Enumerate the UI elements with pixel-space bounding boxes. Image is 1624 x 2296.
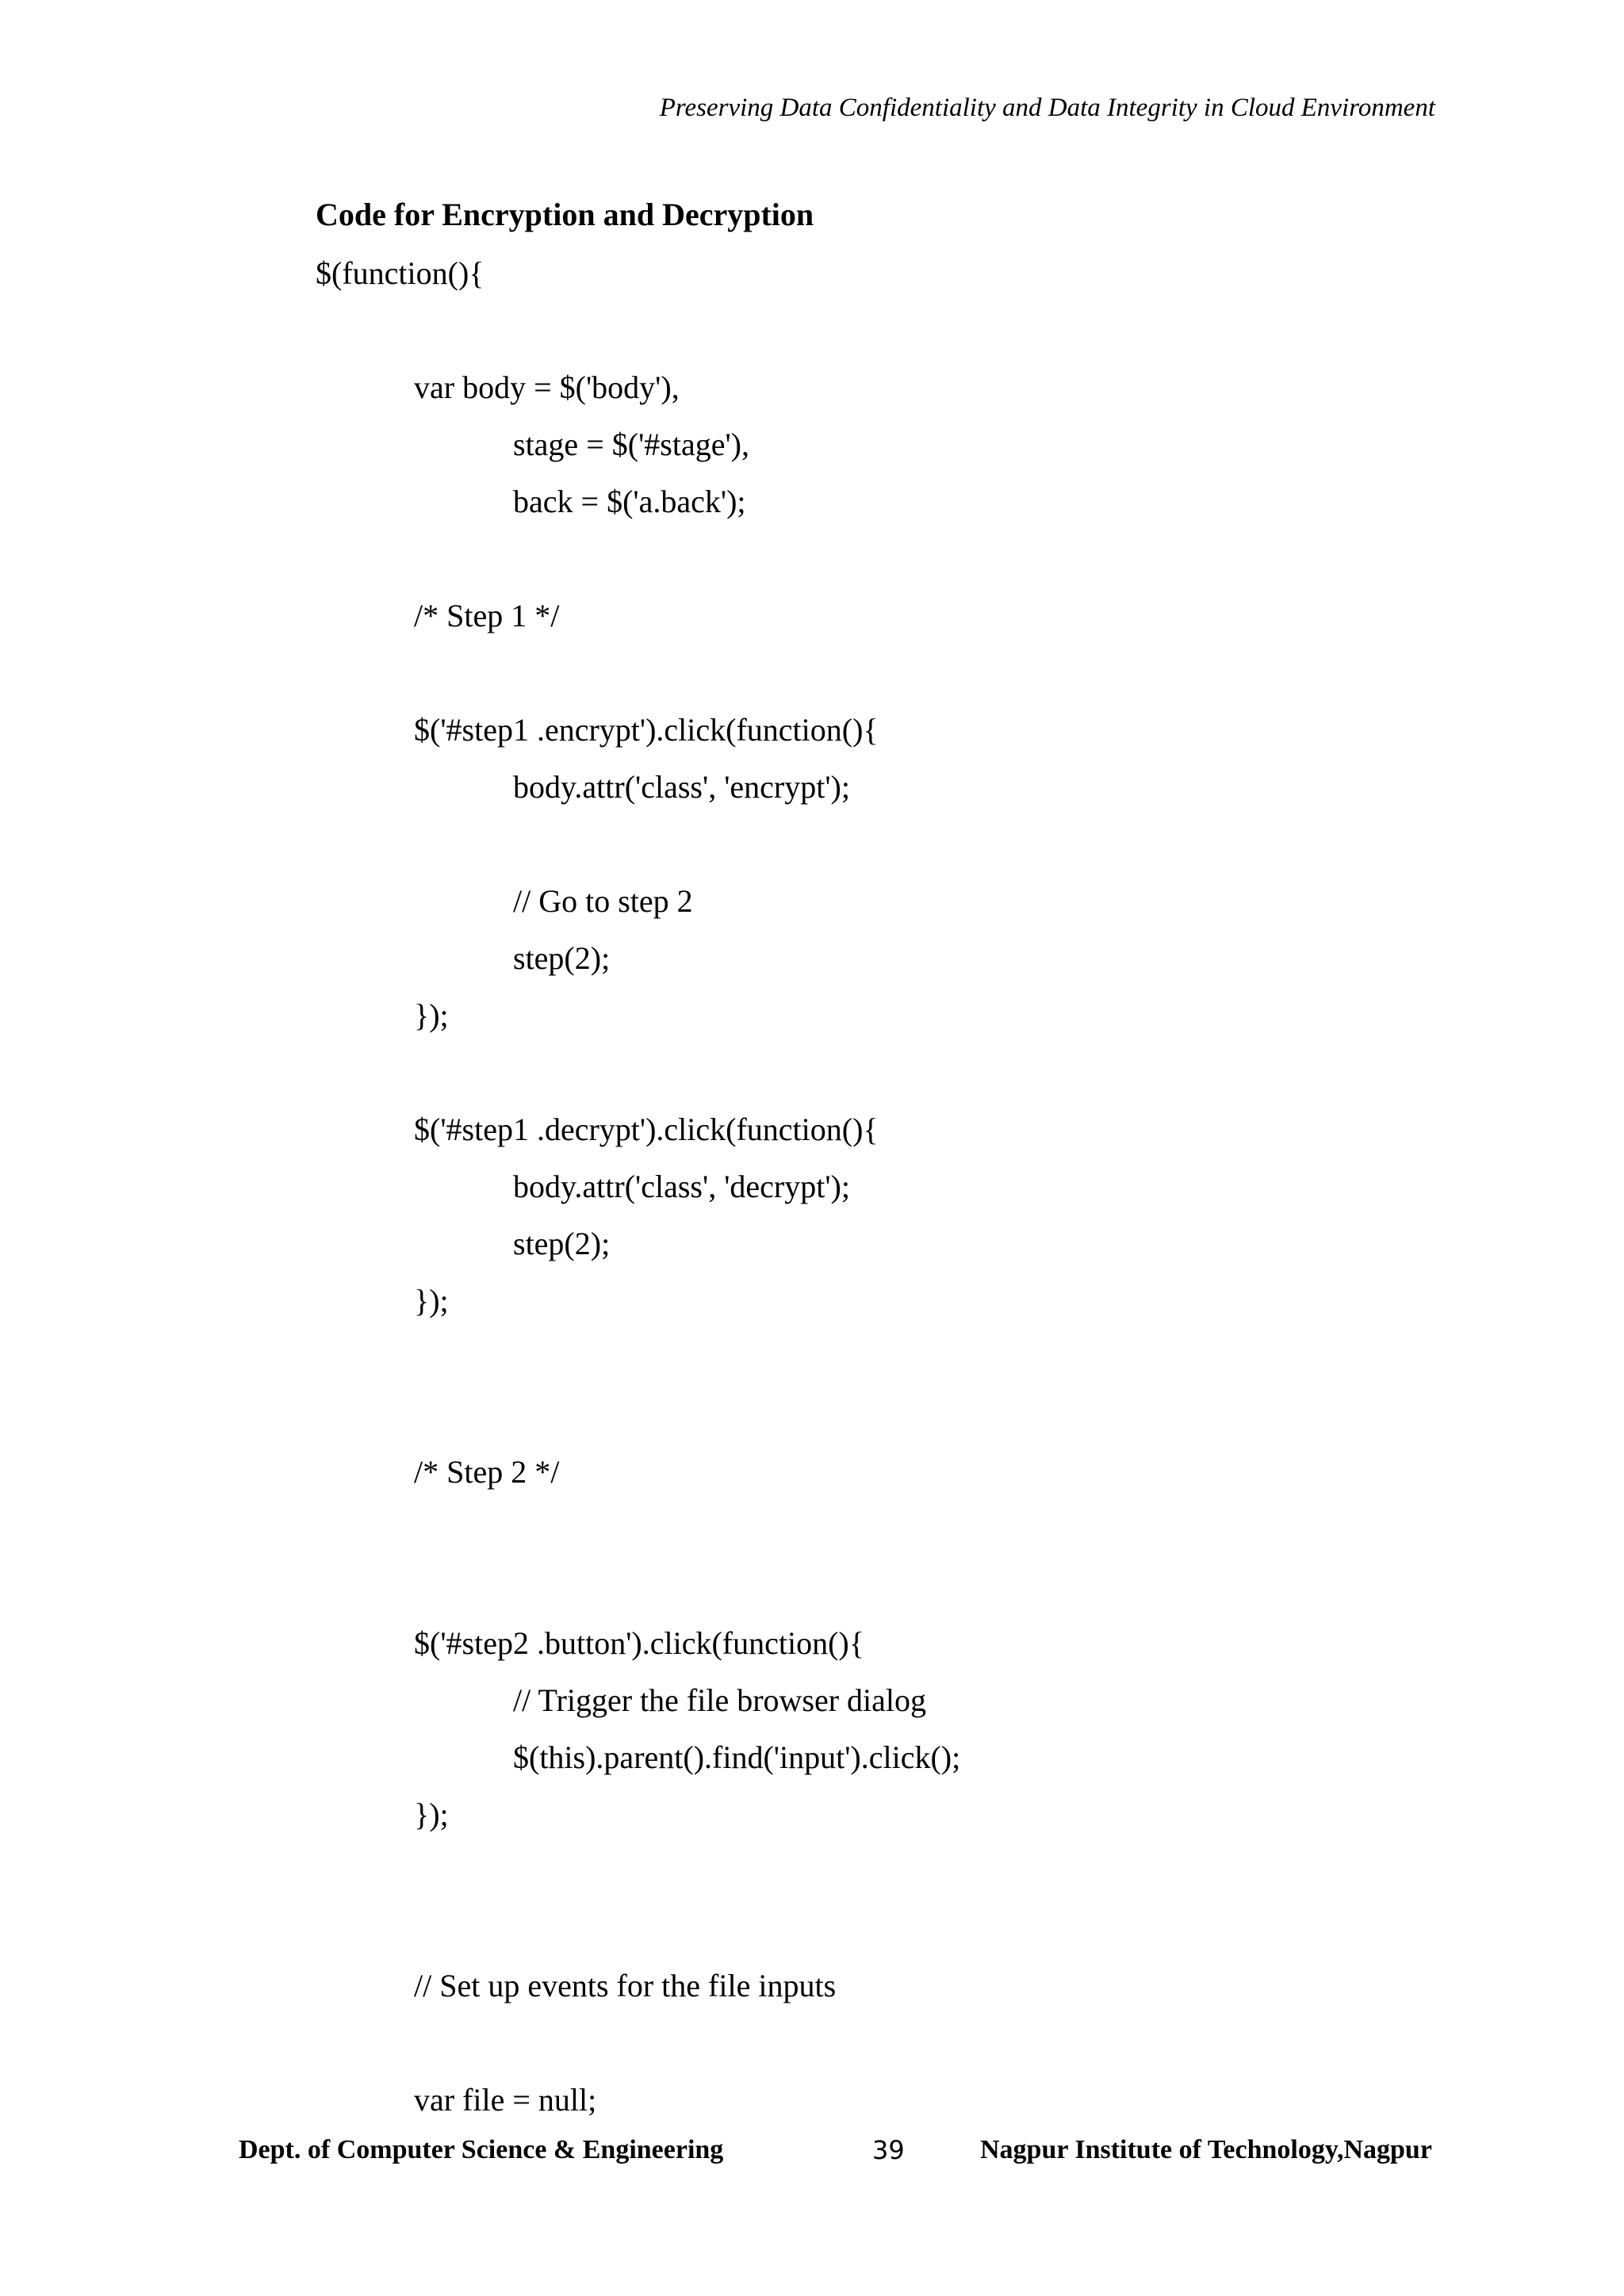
code-line: /* Step 1 */: [414, 598, 560, 633]
code-line: $('#step1 .decrypt').click(function(){: [414, 1112, 879, 1147]
code-line: });: [414, 1797, 449, 1832]
code-line: $('#step2 .button').click(function(){: [414, 1625, 864, 1661]
code-line: step(2);: [513, 1226, 611, 1261]
code-line: $(this).parent().find('input').click();: [513, 1739, 961, 1775]
footer-department: Dept. of Computer Science & Engineering: [239, 2135, 724, 2164]
code-line: step(2);: [513, 940, 611, 976]
code-line: var file = null;: [414, 2082, 597, 2118]
code-line: // Set up events for the file inputs: [414, 1968, 837, 2003]
section-title: Code for Encryption and Decryption: [316, 197, 814, 232]
code-line: stage = $('#stage'),: [513, 427, 749, 462]
code-line: body.attr('class', 'encrypt');: [513, 769, 850, 805]
running-header: Preserving Data Confidentiality and Data Integrity in Cloud Environment: [659, 94, 1435, 122]
code-line: /* Step 2 */: [414, 1454, 560, 1490]
page-number: 39: [872, 2135, 905, 2165]
code-line: back = $('a.back');: [513, 484, 746, 519]
code-line: body.attr('class', 'decrypt');: [513, 1169, 850, 1204]
code-line: // Trigger the file browser dialog: [513, 1682, 927, 1718]
code-line: $(function(){: [316, 255, 485, 291]
footer-institute: Nagpur Institute of Technology,Nagpur: [980, 2135, 1432, 2164]
code-line: });: [414, 1283, 449, 1318]
code-line: });: [414, 997, 449, 1033]
code-line: $('#step1 .encrypt').click(function(){: [414, 712, 879, 748]
code-line: // Go to step 2: [513, 883, 693, 919]
code-line: var body = $('body'),: [414, 369, 680, 405]
